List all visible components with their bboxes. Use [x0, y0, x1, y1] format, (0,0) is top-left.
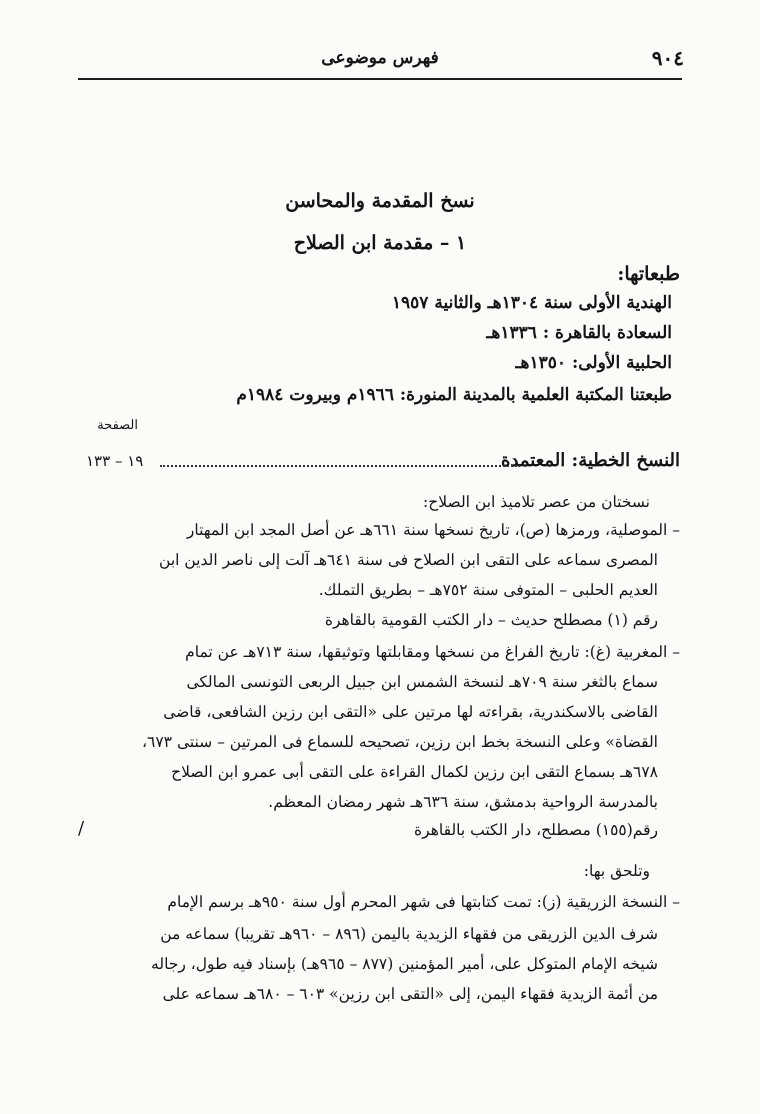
manuscripts-label: النسخ الخطية: المعتمدة	[500, 450, 680, 471]
margin-mark: /	[78, 818, 85, 839]
section-title: نسخ المقدمة والمحاسن	[285, 190, 475, 212]
attached-intro: وتلحق بها:	[583, 862, 650, 880]
mosul-line: العديم الحلبى – المتوفى سنة ٧٥٢هـ – بطريق التملك.	[318, 581, 658, 599]
section-subtitle: ١ – مقدمة ابن الصلاح	[293, 232, 467, 254]
maghribi-line: رقم(١٥٥) مصطلح، دار الكتب بالقاهرة	[414, 821, 658, 839]
edition-item: الحلبية الأولى: ١٣٥٠هـ	[515, 353, 672, 373]
maghribi-line: – المغربية (غ): تاريخ الفراغ من نسخها ومقابلتها وتوثيقها، سنة ٧١٣هـ عن تمام	[185, 643, 680, 661]
mosul-line: رقم (١) مصطلح حديث – دار الكتب القومية بالقاهرة	[324, 611, 658, 629]
maghribi-line: القضاة» وعلى النسخة بخط ابن رزين، تصحيحه للسماع فى المرتين – سنتى ٦٧٣،	[142, 733, 658, 751]
mosul-line: – الموصلية، ورمزها (ص)، تاريخ نسخها سنة ٦٦١هـ عن أصل المجد ابن المهتار	[186, 521, 680, 539]
edition-item: طبعتنا المكتبة العلمية بالمدينة المنورة: ١٩٦٦م وبيروت ١٩٨٤م	[236, 385, 672, 405]
maghribi-line: سماع بالثغر سنة ٧٠٩هـ لنسخة الشمس ابن جبيل الربعى التونسى المالكى	[186, 673, 658, 691]
maghribi-line: بالمدرسة الرواحية بدمشق، سنة ٦٣٦هـ شهر رمضان المعظم.	[268, 793, 658, 811]
page-column-label: الصفحة	[97, 418, 138, 433]
editions-label: طبعاتها:	[617, 263, 680, 285]
page-number: ٩٠٤	[651, 46, 684, 70]
header-rule	[78, 78, 682, 80]
running-head	[0, 38, 760, 78]
zurayqi-line: من أئمة الزيدية فقهاء اليمن، إلى «التقى ابن رزين» ٦٠٣ – ٦٨٠هـ سماعه على	[162, 985, 658, 1003]
edition-item: السعادة بالقاهرة : ١٣٣٦هـ	[486, 323, 672, 343]
zurayqi-line: – النسخة الزريقية (ز): تمت كتابتها فى شهر المحرم أول سنة ٩٥٠هـ برسم الإمام	[167, 893, 680, 911]
mosul-line: المصرى سماعه على التقى ابن الصلاح فى سنة ٦٤١هـ آلت إلى ناصر الدين ابن	[159, 551, 658, 569]
running-title: فهرس موضوعى	[321, 48, 439, 68]
leader-dots	[160, 465, 520, 467]
zurayqi-line: شيخه الإمام المتوكل على، أمير المؤمنين (٨٧٧ – ٩٦٥هـ) بإسناد فيه طول، رجاله	[151, 955, 658, 973]
maghribi-line: ٦٧٨هـ بسماع التقى ابن رزين لكمال القراءة على التقى أبى عمرو ابن الصلاح	[171, 763, 658, 781]
zurayqi-line: شرف الدين الزريقى من فقهاء الزيدية باليمن (٨٩٦ – ٩٦٠هـ تقريبا) سماعه من	[160, 925, 658, 943]
manuscripts-intro: نسختان من عصر تلاميذ ابن الصلاح:	[423, 493, 650, 511]
maghribi-line: القاضى بالاسكندرية، بقراءته لها مرتين على «التقى ابن رزين الشافعى، قاضى	[163, 703, 658, 721]
edition-item: الهندية الأولى سنة ١٣٠٤هـ والثانية ١٩٥٧	[391, 293, 672, 313]
manuscripts-pages: ١٩ – ١٣٣	[86, 452, 144, 470]
manuscripts-entry	[0, 445, 760, 475]
